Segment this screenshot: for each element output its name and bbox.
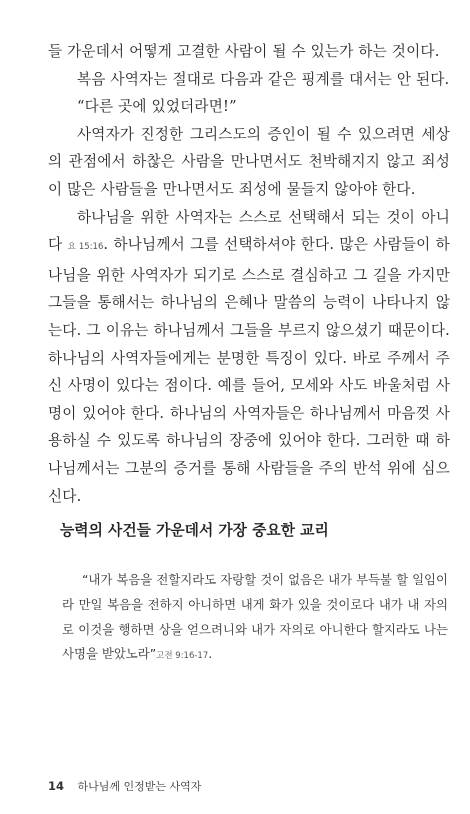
quoted-excuse: “다른 곳에 있었더라면!” — [77, 98, 237, 116]
scripture-quote — [62, 568, 448, 669]
paragraph: 사역자가 진정한 그리스도의 증인이 될 수 있으려면 세상의 관점에서 하찮은 사람을 만나면서도 천박해지지 않고 죄성이 많은 사람들을 만나면서도 죄성에 물들지 않아야 한다. — [48, 125, 450, 198]
paragraph-text: 하나님을 위한 사역자는 스스로 선택해서 되는 것이 아니다 — [48, 208, 450, 254]
page-number: 14 — [48, 779, 65, 793]
quote-text: “내가 복음을 전할지라도 자랑할 것이 없음은 내가 부득불 할 일임이라 만일 복음을 전하지 아니하면 내게 화가 있을 것이로다 내가 내 자의로 이것을 행하면 상을 얻으려니와 내가 자의로 아니한다 할지라도 나는 사명을 받았노라” — [62, 572, 448, 662]
paragraph: 복음 사역자는 절대로 다음과 같은 핑계를 대서는 안 된다. — [77, 70, 450, 88]
paragraph: 들 가운데서 어떻게 고결한 사람이 될 수 있는가 하는 것이다. — [48, 43, 440, 60]
scripture-reference: 요 15:16 — [67, 242, 104, 253]
body-text — [48, 38, 450, 510]
quote-end: . — [208, 646, 213, 662]
page-footer — [48, 778, 201, 794]
section-heading: 능력의 사건들 가운데서 가장 중요한 교리 — [60, 522, 329, 539]
paragraph-text: . 하나님께서 그를 선택하셔야 한다. 많은 사람들이 하나님을 위한 사역자가 되기로 스스로 결심하고 그 길을 가지만 그들을 통해서는 하나님의 은혜나 말씀의 능력이 나타나지 않는다. 그 이유는 하나님께서 그들을 부르지 않으셨기 때문이다. 하나님의 사역자들에게는 분명한 특징이 있다. 바로 주께서 주신 사명이 있다는 점이다. 예를 들어, 모세와 사도 바울처럼 사명이 있어야 한다. 하나님의 사역자들은 하나님께서 마음껏 사용하실 수 있도록 하나님의 장중에 있어야 한다. 그러한 때 하나님께서는 그분의 증거를 통해 사람들을 주의 반석 위에 심으신다. — [48, 236, 450, 505]
paragraph — [48, 204, 450, 511]
running-title: 하나님께 인정받는 사역자 — [77, 780, 202, 793]
scripture-reference: 고전 9:16-17 — [156, 651, 209, 662]
